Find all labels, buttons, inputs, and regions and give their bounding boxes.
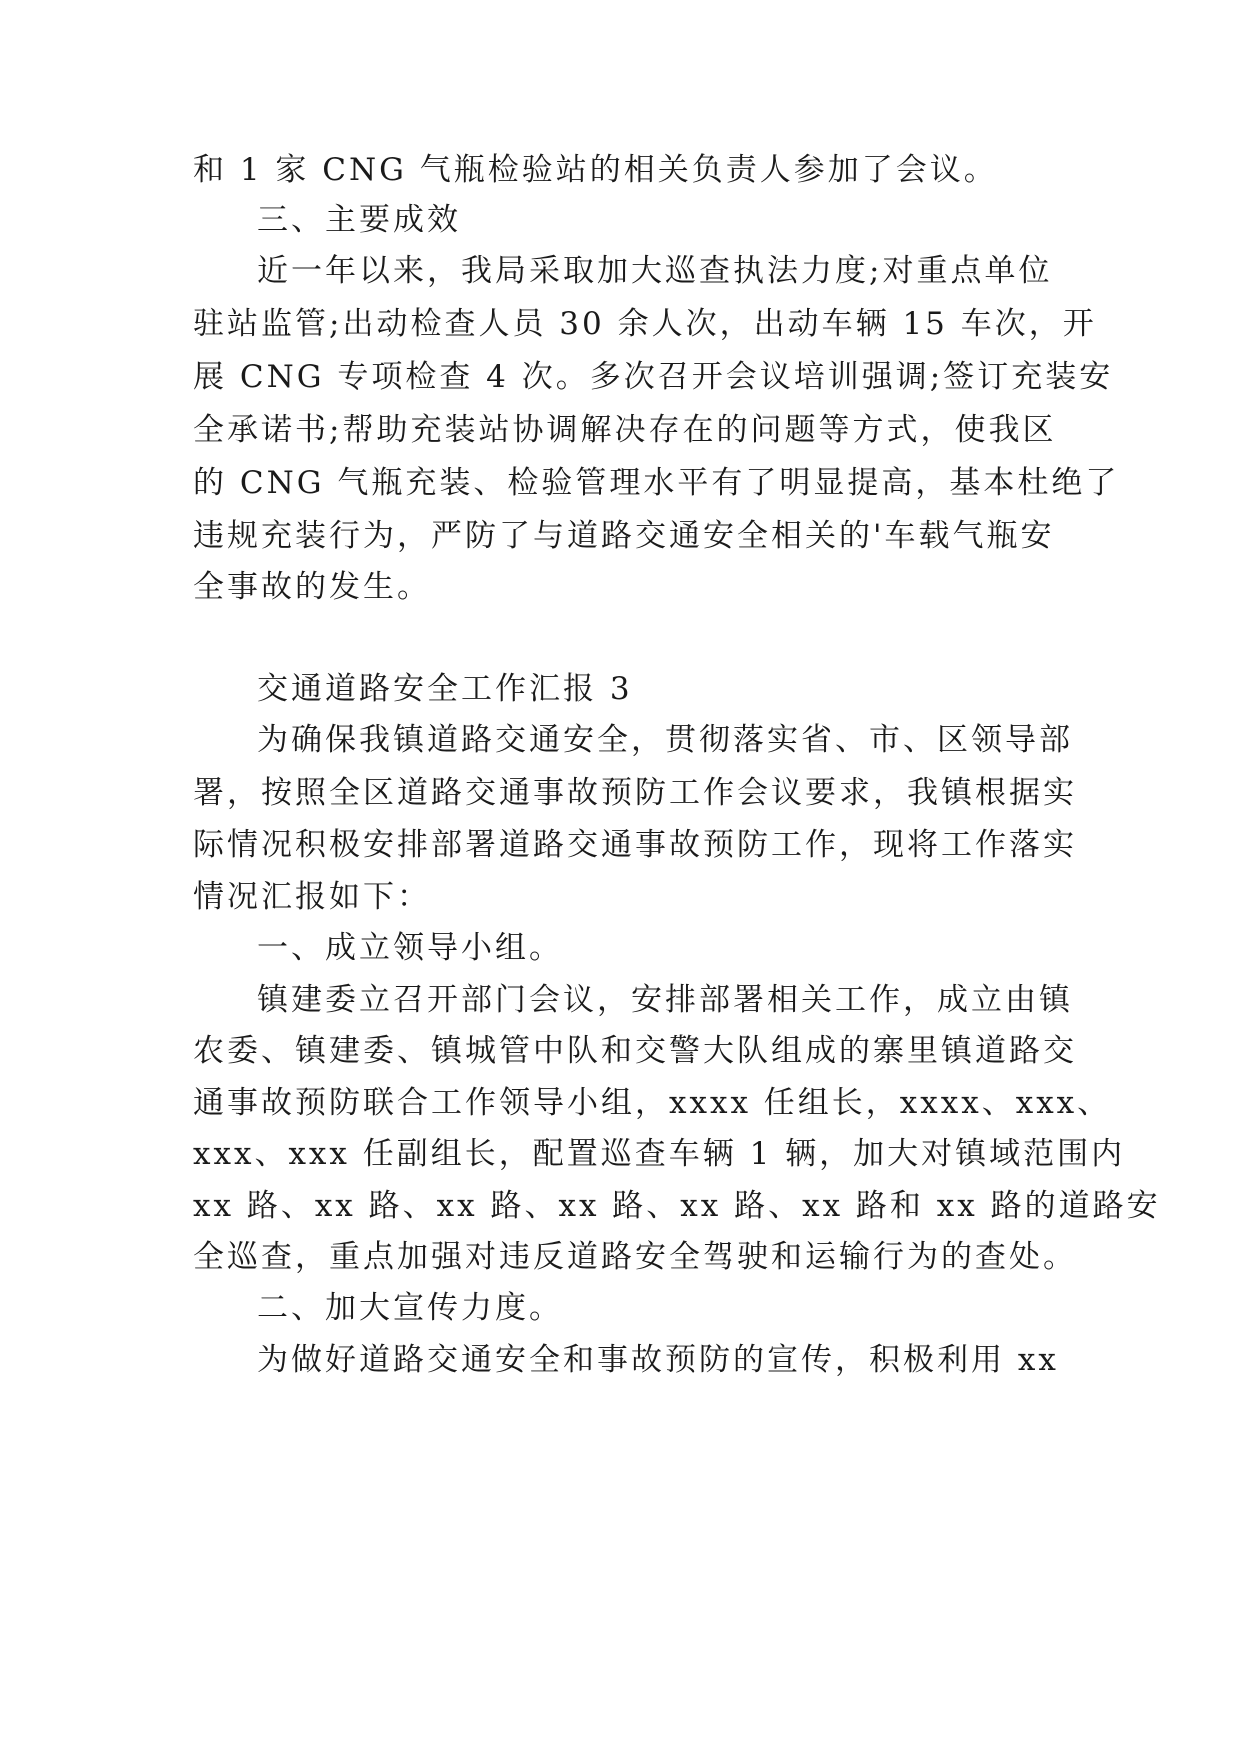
paragraph-line: 为确保我镇道路交通安全，贯彻落实省、市、区领导部 <box>257 722 1073 758</box>
paragraph-line: 际情况积极安排部署道路交通事故预防工作，现将工作落实 <box>193 827 1077 863</box>
paragraph-line: 近一年以来，我局采取加大巡查执法力度;对重点单位 <box>257 253 1053 289</box>
paragraph-line: 通事故预防联合工作领导小组，xxxx 任组长，xxxx、xxx、 <box>193 1085 1112 1121</box>
paragraph-line: 展 CNG 专项检查 4 次。多次召开会议培训强调;签订充装安 <box>193 359 1114 395</box>
section-heading: 二、加大宣传力度。 <box>257 1290 563 1326</box>
paragraph-line: 农委、镇建委、镇城管中队和交警大队组成的寨里镇道路交 <box>193 1033 1077 1069</box>
paragraph-line: 违规充装行为，严防了与道路交通安全相关的'车载气瓶安 <box>193 518 1055 554</box>
paragraph-line: 情况汇报如下： <box>193 879 431 915</box>
paragraph-line: 的 CNG 气瓶充装、检验管理水平有了明显提高，基本杜绝了 <box>193 465 1120 501</box>
paragraph-line: xx 路、xx 路、xx 路、xx 路、xx 路、xx 路和 xx 路的道路安 <box>193 1188 1161 1224</box>
paragraph-line: xxx、xxx 任副组长，配置巡查车辆 1 辆，加大对镇域范围内 <box>193 1136 1126 1172</box>
paragraph-line: 署，按照全区道路交通事故预防工作会议要求，我镇根据实 <box>193 775 1077 811</box>
paragraph-line: 和 1 家 CNG 气瓶检验站的相关负责人参加了会议。 <box>193 152 998 188</box>
paragraph-line: 全事故的发生。 <box>193 569 431 605</box>
report-title: 交通道路安全工作汇报 3 <box>257 671 633 707</box>
paragraph-line: 驻站监管;出动检查人员 30 余人次，出动车辆 15 车次，开 <box>193 306 1097 342</box>
paragraph-line: 全巡查，重点加强对违反道路安全驾驶和运输行为的查处。 <box>193 1239 1077 1275</box>
paragraph-line: 全承诺书;帮助充装站协调解决存在的问题等方式，使我区 <box>193 412 1057 448</box>
paragraph-line: 镇建委立召开部门会议，安排部署相关工作，成立由镇 <box>257 982 1073 1018</box>
section-heading: 一、成立领导小组。 <box>257 930 563 966</box>
section-heading: 三、主要成效 <box>257 202 461 238</box>
paragraph-line: 为做好道路交通安全和事故预防的宣传，积极利用 xx <box>257 1342 1059 1378</box>
